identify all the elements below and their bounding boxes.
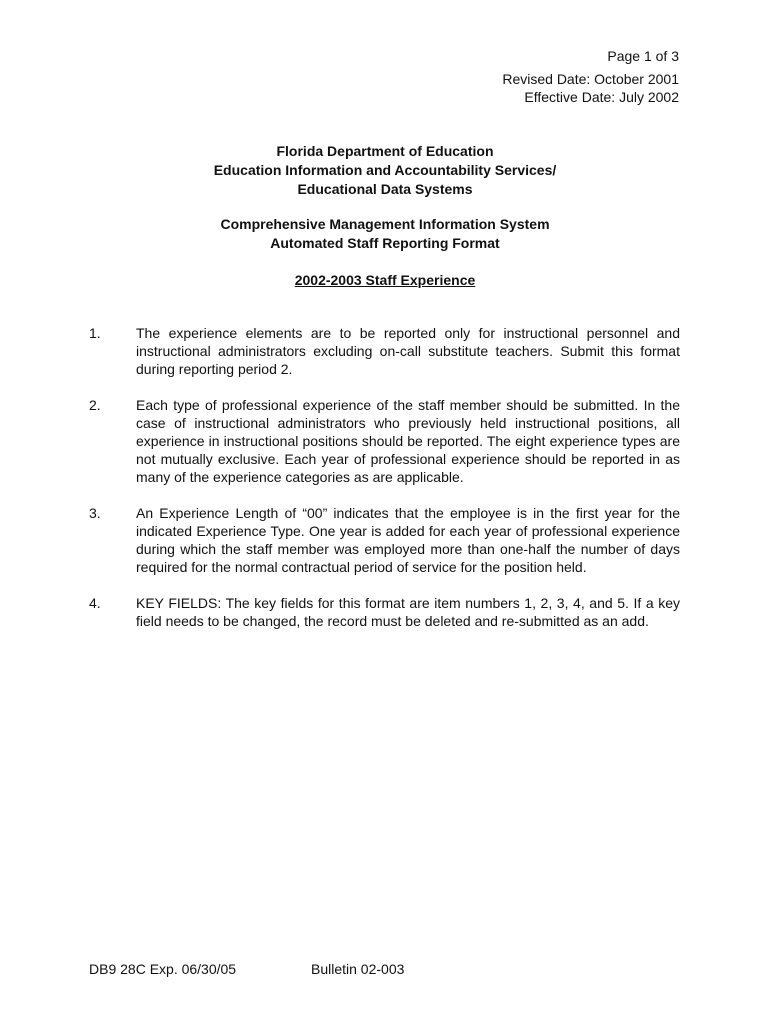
item-text: Each type of professional experience of the staff member should be submitted. In the case of instructional administrators who previously held instructional positions, all experience in instructional positions should be reported. The eight experience types are not mutually exclusive. Each year of professional experience should be reported in as many of the experience categories as are applicable.	[136, 397, 680, 485]
list-item	[89, 324, 680, 378]
item-text: An Experience Length of “00” indicates that the employee is in the first year for the indicated Experience Type. One year is added for each year of professional experience during which the staff member was employed more than one-half the number of days required for the normal contractual period of service for the position held.	[136, 505, 680, 575]
item-number: 4.	[89, 595, 101, 611]
item-number: 3.	[89, 505, 101, 521]
numbered-list	[89, 324, 680, 648]
document-meta	[319, 47, 679, 106]
item-text: KEY FIELDS: The key fields for this format are item numbers 1, 2, 3, 4, and 5. If a key field needs to be changed, the record must be deleted and re-submitted as an add.	[136, 595, 680, 629]
item-number: 1.	[89, 325, 101, 341]
footer-form-code: DB9 28C Exp. 06/30/05	[89, 961, 237, 977]
item-text: The experience elements are to be reported only for instructional personnel and instructional administrators excluding on-call substitute teachers. Submit this format during reporting period 2.	[136, 325, 680, 377]
system-line-2: Automated Staff Reporting Format	[270, 235, 500, 251]
org-line-2: Education Information and Accountability Services/	[213, 162, 557, 178]
revised-date: Revised Date: October 2001	[502, 71, 679, 87]
org-line-3: Educational Data Systems	[297, 181, 473, 197]
effective-date: Effective Date: July 2002	[524, 89, 679, 105]
page-number: Page 1 of 3	[607, 48, 679, 64]
list-item	[89, 504, 680, 576]
org-line-1: Florida Department of Education	[276, 143, 494, 159]
document-subject: 2002-2003 Staff Experience	[294, 272, 476, 288]
system-heading	[0, 215, 770, 253]
footer-bulletin: Bulletin 02-003	[311, 961, 405, 977]
system-line-1: Comprehensive Management Information System	[220, 216, 550, 232]
list-item	[89, 396, 680, 486]
list-item	[89, 594, 680, 630]
item-number: 2.	[89, 397, 101, 413]
organization-heading	[0, 142, 770, 199]
